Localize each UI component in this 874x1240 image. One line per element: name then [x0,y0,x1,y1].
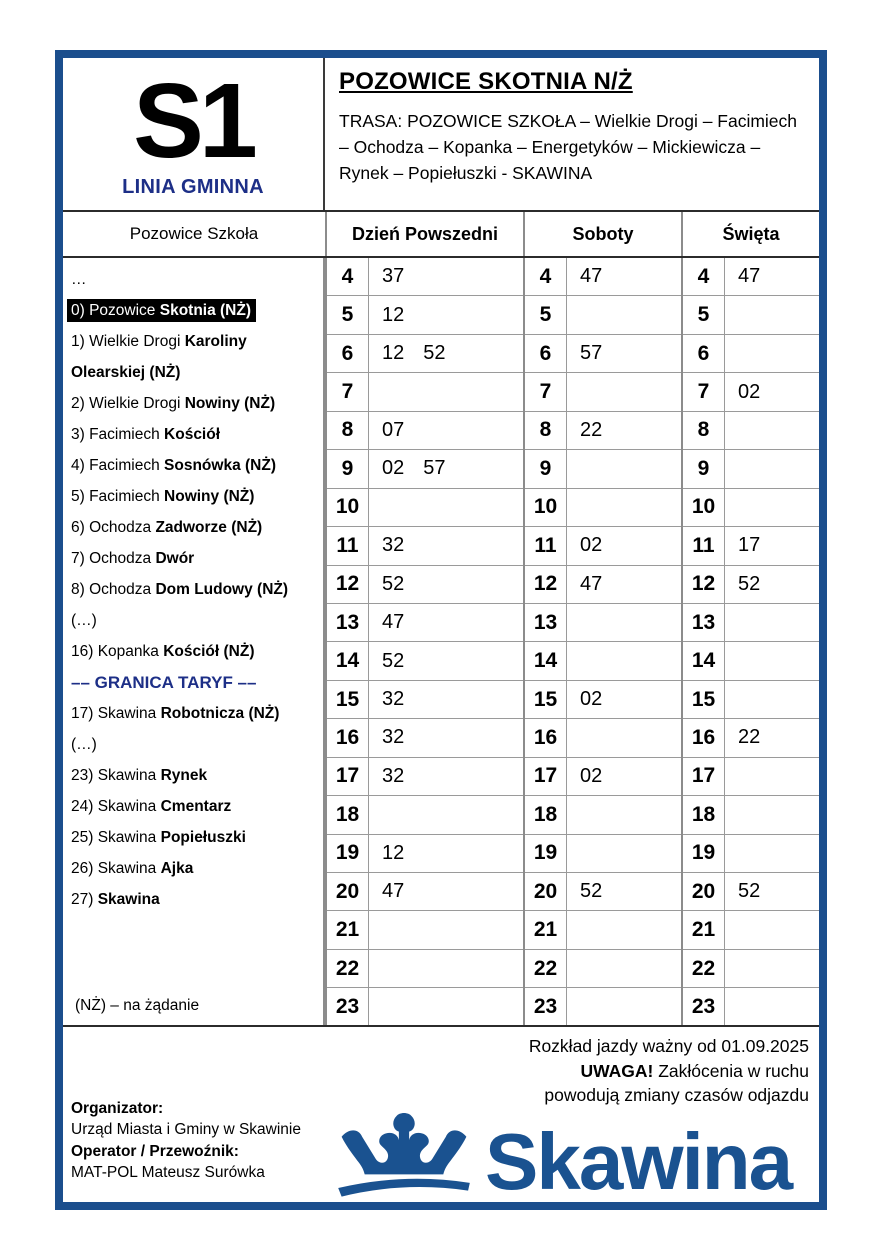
stop-item [71,667,317,698]
stop-name-bold: Ajka [160,860,194,877]
stop-item [71,388,317,419]
crown-icon [329,1106,479,1200]
hour-cell: 17 [525,758,567,796]
hour-cell: 14 [525,642,567,680]
minutes-cell [567,988,681,1026]
minute-value: 52 [738,880,761,903]
hour-cell: 20 [683,873,725,911]
hour-cell: 4 [327,258,369,296]
hour-cell: 15 [525,681,567,719]
minutes-cell [369,258,523,296]
timetable-weekday [325,258,523,1027]
hour-cell: 20 [327,873,369,911]
minutes-cell [369,335,523,373]
hour-cell: 10 [683,489,725,527]
minutes-cell [369,796,523,834]
hour-cell: 22 [327,950,369,988]
minutes-cell [725,873,819,911]
hour-cell: 16 [525,719,567,757]
stop-item [71,605,317,636]
minute-value: 02 [580,688,603,711]
header-cell [325,58,819,210]
line-type-label: LINIA GMINNA [122,176,264,198]
stop-name-bold: Kościół (NŻ) [163,643,255,660]
stop-item [67,295,317,326]
skawina-wordmark: Skawina [485,1117,792,1200]
stop-name-plain: 27) [71,891,98,908]
hour-cell: 22 [683,950,725,988]
minutes-cell [567,527,681,565]
stop-name-plain: 16) Kopanka [71,643,164,660]
day-type-weekday: Dzień Powszedni [325,212,523,256]
minute-value: 32 [382,688,405,711]
hour-cell: 13 [525,604,567,642]
warning-label: UWAGA! [580,1060,654,1081]
minute-value: 02 [580,764,603,787]
line-badge-cell [63,58,325,210]
hour-cell: 23 [327,988,369,1026]
hour-cell: 11 [327,527,369,565]
hour-cell: 11 [525,527,567,565]
minute-value: 12 [382,303,405,326]
minutes-cell [567,412,681,450]
minutes-cell [369,988,523,1026]
minutes-cell [567,796,681,834]
skawina-logo [329,1104,819,1200]
validity-note: Rozkład jazdy ważny od 01.09.2025 [528,1036,809,1056]
stop-name-plain: 1) Wielkie Drogi [71,333,185,350]
stop-name-bold: Nowiny (NŻ) [164,488,255,505]
validity-note-block [469,1034,809,1108]
minutes-cell [369,642,523,680]
hour-cell: 5 [327,296,369,334]
stop-name-plain: … [71,271,87,288]
hour-cell: 12 [327,566,369,604]
minutes-cell [725,950,819,988]
minutes-cell [725,296,819,334]
minutes-cell [567,258,681,296]
minute-value: 52 [423,342,446,365]
stop-name-plain: 26) Skawina [71,860,161,877]
minutes-cell [725,988,819,1026]
hour-cell: 4 [525,258,567,296]
minute-value: 47 [580,265,603,288]
hour-cell: 21 [683,911,725,949]
minute-value: 22 [738,726,761,749]
hour-cell: 8 [525,412,567,450]
hour-cell: 10 [327,489,369,527]
minute-value: 02 [382,457,405,480]
stop-name-bold: Dwór [155,550,195,567]
minutes-cell [725,681,819,719]
minutes-cell [369,527,523,565]
hour-cell: 17 [327,758,369,796]
minutes-cell [567,681,681,719]
stop-item [71,698,317,729]
warning-text: Zakłócenia w ruchu [653,1060,809,1081]
hour-cell: 4 [683,258,725,296]
minute-value: 57 [423,457,446,480]
hour-cell: 10 [525,489,567,527]
timetable-grid-saturday [525,258,681,1027]
hour-cell: 6 [327,335,369,373]
minute-value: 47 [580,572,603,595]
stop-name-bold: Kościół [164,426,221,443]
minutes-cell [369,758,523,796]
hour-cell: 6 [525,335,567,373]
stop-item [71,822,317,853]
minutes-cell [369,873,523,911]
table-bottom-rule [63,1025,819,1027]
stop-name-plain: (…) [71,612,97,629]
hour-cell: 18 [327,796,369,834]
timetable-grid-holiday [683,258,819,1027]
hour-cell: 19 [327,835,369,873]
hour-cell: 15 [683,681,725,719]
minutes-cell [369,412,523,450]
minutes-cell [725,758,819,796]
stop-item [71,512,317,543]
minutes-cell [567,450,681,488]
hour-cell: 9 [683,450,725,488]
warning-note-line2: powodują zmiany czasów odjazdu [544,1085,809,1105]
stop-name-plain: 3) Facimiech [71,426,165,443]
minute-value: 52 [382,572,405,595]
stop-name-plain: 23) Skawina [71,767,161,784]
minutes-cell [725,796,819,834]
stop-name-plain: 17) Skawina [71,705,161,722]
minute-value: 07 [382,418,405,441]
stop-name-plain: 2) Wielkie Drogi [71,395,185,412]
stop-name-bold: Skotnia (NŻ) [159,302,252,319]
minutes-cell [369,681,523,719]
minutes-cell [369,911,523,949]
organizer-name: Urząd Miasta i Gminy w Skawinie [71,1121,301,1139]
stop-item [71,264,317,295]
stop-name-bold: Sosnówka (NŻ) [164,457,276,474]
stop-name-plain: 5) Facimiech [71,488,165,505]
hour-cell: 21 [525,911,567,949]
minutes-cell [567,950,681,988]
line-number: S1 [133,62,253,180]
stop-name-plain: 24) Skawina [71,798,161,815]
timetable-saturday [523,258,681,1027]
stop-item [71,326,317,388]
stop-item [71,853,317,884]
stop-name-bold: –– GRANICA TARYF –– [71,673,257,692]
operator-name: MAT-POL Mateusz Surówka [71,1164,265,1182]
hour-cell: 18 [683,796,725,834]
minutes-cell [369,296,523,334]
minute-value: 02 [580,534,603,557]
minute-value: 32 [382,764,405,787]
stop-name-plain: 0) Pozowice [71,302,160,319]
day-type-holiday: Święta [681,212,819,256]
minute-value: 47 [738,265,761,288]
hour-cell: 7 [683,373,725,411]
minute-value: 12 [382,841,405,864]
page-frame [55,50,827,1210]
minutes-cell [567,604,681,642]
minutes-cell [725,604,819,642]
hour-cell: 16 [683,719,725,757]
stop-name-bold: Robotnicza (NŻ) [160,705,280,722]
hour-cell: 7 [525,373,567,411]
hour-cell: 13 [327,604,369,642]
minute-value: 12 [382,342,405,365]
hour-cell: 16 [327,719,369,757]
hour-cell: 14 [327,642,369,680]
stop-item [71,884,317,915]
minutes-cell [725,335,819,373]
minute-value: 52 [382,649,405,672]
minutes-cell [567,835,681,873]
minutes-cell [725,835,819,873]
hour-cell: 9 [327,450,369,488]
stops-list [71,264,317,915]
day-type-saturday: Soboty [523,212,681,256]
organizer-label: Organizator: [71,1100,164,1117]
minutes-cell [725,911,819,949]
minute-value: 52 [738,572,761,595]
stop-item [71,419,317,450]
stop-item [71,543,317,574]
minutes-cell [567,642,681,680]
hour-cell: 13 [683,604,725,642]
stop-name-bold: Cmentarz [160,798,232,815]
minutes-cell [725,412,819,450]
minute-value: 37 [382,265,405,288]
minutes-cell [567,719,681,757]
hour-cell: 21 [327,911,369,949]
stop-item [71,450,317,481]
minute-value: 57 [580,342,603,365]
minute-value: 17 [738,534,761,557]
minutes-cell [369,450,523,488]
hour-cell: 14 [683,642,725,680]
minutes-cell [369,489,523,527]
hour-cell: 11 [683,527,725,565]
stop-name-bold: Nowiny (NŻ) [184,395,276,412]
minutes-cell [369,835,523,873]
minutes-cell [567,296,681,334]
stop-name-bold: Skawina [97,891,160,908]
minute-value: 47 [382,880,405,903]
minutes-cell [725,373,819,411]
hour-cell: 6 [683,335,725,373]
hour-cell: 5 [683,296,725,334]
minutes-cell [725,642,819,680]
minutes-cell [567,489,681,527]
stop-name-plain: 8) Ochodza [71,581,156,598]
minutes-cell [567,911,681,949]
hour-cell: 9 [525,450,567,488]
direction-title: POZOWICE SKOTNIA N/Ż [339,68,633,95]
hour-cell: 7 [327,373,369,411]
warning-note-line1 [469,1059,809,1084]
timetable-holiday [681,258,819,1027]
stop-item [71,760,317,791]
minutes-cell [725,527,819,565]
minute-value: 52 [580,880,603,903]
hour-cell: 22 [525,950,567,988]
minutes-cell [567,373,681,411]
minutes-cell [369,566,523,604]
minutes-cell [725,450,819,488]
minutes-cell [369,950,523,988]
hour-cell: 5 [525,296,567,334]
stop-name-bold: Popiełuszki [160,829,246,846]
minutes-cell [567,335,681,373]
minute-value: 32 [382,534,405,557]
stop-name-plain: (…) [71,736,97,753]
stop-name-plain: 7) Ochodza [71,550,156,567]
stops-column [63,258,325,1027]
stop-name-plain: 25) Skawina [71,829,161,846]
minutes-cell [725,258,819,296]
stop-name-bold: Dom Ludowy (NŻ) [155,581,289,598]
minutes-cell [567,758,681,796]
hour-cell: 15 [327,681,369,719]
stop-name-plain: 4) Facimiech [71,457,165,474]
minutes-cell [725,719,819,757]
hour-cell: 17 [683,758,725,796]
stop-item [71,574,317,605]
hour-cell: 8 [327,412,369,450]
hour-cell: 19 [525,835,567,873]
minutes-cell [567,566,681,604]
minutes-cell [725,489,819,527]
stop-item [71,481,317,512]
stop-name-bold: Zadworze (NŻ) [155,519,263,536]
hour-cell: 23 [525,988,567,1026]
on-request-footnote: (NŻ) – na żądanie [75,997,200,1014]
stop-name-bold: Rynek [160,767,208,784]
minutes-cell [369,719,523,757]
minutes-cell [369,604,523,642]
stop-item [71,729,317,760]
hour-cell: 18 [525,796,567,834]
stop-item [71,636,317,667]
hour-cell: 12 [683,566,725,604]
caption-row [63,210,819,258]
minutes-cell [567,873,681,911]
minute-value: 02 [738,380,761,403]
stop-name-bold: Karoliny Olearskiej (NŻ) [71,333,247,381]
hour-cell: 20 [525,873,567,911]
stop-item [71,791,317,822]
hour-cell: 19 [683,835,725,873]
minute-value: 47 [382,611,405,634]
hour-cell: 8 [683,412,725,450]
minutes-cell [725,566,819,604]
timetable-grid-weekday [327,258,523,1027]
hour-cell: 12 [525,566,567,604]
minute-value: 22 [580,418,603,441]
hour-cell: 23 [683,988,725,1026]
operator-label: Operator / Przewoźnik: [71,1142,239,1160]
stop-name-plain: 6) Ochodza [71,519,156,536]
organizer-block [71,1098,301,1184]
minutes-cell [369,373,523,411]
minute-value: 32 [382,726,405,749]
route-description: TRASA: POZOWICE SZKOŁA – Wielkie Drogi – Facimiech – Ochodza – Kopanka – Energetyków – Mickiewicza – Rynek – Popiełuszki - SKAWINA [339,111,798,183]
stops-column-header: Pozowice Szkoła [129,224,259,243]
